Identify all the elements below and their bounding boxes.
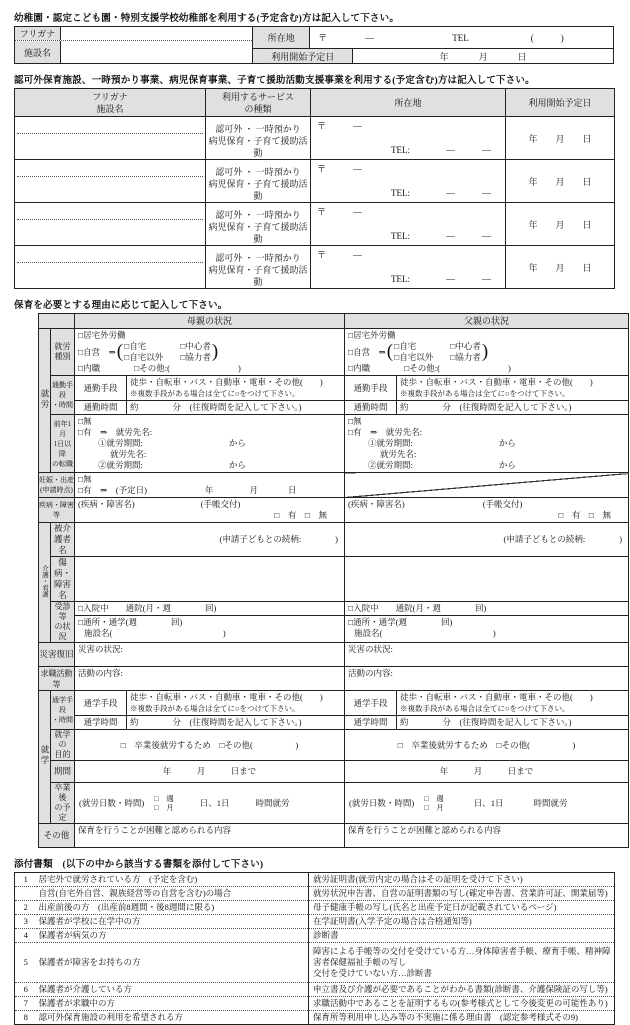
attachments-title: 添付書類 (以下の中から該当する書類を添付して下さい) <box>14 860 264 870</box>
address-cell: 〒 ― TEL: ― ― <box>311 246 506 289</box>
row-number: 1 <box>23 874 28 884</box>
postal-dash: ― <box>365 32 375 43</box>
school-time-father: 約 分 (往復時間を記入して下さい。) <box>397 716 629 730</box>
furigana-label: フリガナ <box>15 27 61 40</box>
school-purpose-father: □ 卒業後就労するため □その他( ) <box>345 730 629 761</box>
school-period-label: 期間 <box>51 761 75 783</box>
job-change-label: 前年1月 1日以降 の転職 <box>51 415 75 473</box>
visit-hospital-mother: □入院中 通院(月・週 回) <box>75 602 345 616</box>
commute-mode-father: 徒歩・自転車・バス・自動車・電車・その他( ) ※複数手段がある場合は全てに○をつけて下さい。 <box>397 376 629 401</box>
row-document: 就労状況申告書、自営の証明書類の写し(確定申告書、営業許可証、開業届等) <box>309 887 615 901</box>
row-number: 2 <box>15 901 37 915</box>
visit-facility-mother: □通所・通学(週 回) 施設名( ) <box>75 616 345 643</box>
col-header-start: 利用開始予定日 <box>506 89 615 117</box>
row-document: 保育所等利用申し込み等の不実施に係る理由書 (認定参考様式その9) <box>309 1011 615 1025</box>
school-time-label-mother: 通学時間 <box>75 716 127 730</box>
pregnancy-father-crossed <box>345 473 629 498</box>
pregnancy-label: 妊娠・出産 (申請時点) <box>39 473 75 498</box>
postal-mark: 〒 <box>318 33 328 43</box>
row-number <box>15 887 37 901</box>
other-father: 保育を行うことが困難と認められる内容 <box>345 824 629 848</box>
disaster-father: 災害の状況: <box>345 643 629 667</box>
start-date-cell: 年 月 日 <box>506 117 615 160</box>
start-date-cell: 年 月 日 <box>506 246 615 289</box>
commute-label: 通勤手段 ・時間 <box>51 376 75 415</box>
graduation-label: 卒業後 の予定 <box>51 783 75 824</box>
col-header-service: 利用するサービス の種類 <box>206 89 311 117</box>
col-header-facility: フリガナ 施設名 <box>15 89 206 117</box>
row-number: 4 <box>15 929 37 943</box>
unlicensed-table <box>14 88 615 289</box>
commute-mode-mother: 徒歩・自転車・バス・自動車・電車・その他( ) ※複数手段がある場合は全てに○をつけて下さい。 <box>127 376 345 401</box>
jobhunt-mother: 活動の内容: <box>75 667 345 691</box>
facility-name-cell <box>15 160 206 203</box>
service-type-cell: 認可外 ・ 一時預かり 病児保育・子育て援助活動 <box>206 203 311 246</box>
row-condition: 保護者が介護している方 <box>37 983 309 997</box>
graduation-father: (就労日数・時間) □ 週 □ 月 日、1日 時間就労 <box>345 783 629 824</box>
row-condition: 自営(自宅外自営、親族経営等の自営を含む)の場合 <box>37 887 309 901</box>
cared-person-label: 被介護者名 <box>51 523 75 557</box>
start-date-cell: 年 月 日 <box>506 160 615 203</box>
row-condition: 出産前後の方 (出産前8週間・後8週間に限る) <box>37 901 309 915</box>
work-type-mother: □居宅外労働 □自営 ⇒ ( □自宅 □中心者 □自宅以外 □協力者 ) □内職 □その他:( ) <box>75 329 345 376</box>
school-mode-label-mother: 通学手段 <box>75 691 127 716</box>
illness-mother: (疾病・障害名) (手帳交付) □ 有 □ 無 <box>75 498 345 523</box>
kindergarten-table <box>14 26 614 64</box>
row-document: 在学証明書(入学予定の場合は合格通知等) <box>309 915 615 929</box>
row-number: 7 <box>15 997 37 1011</box>
illness-father: (疾病・障害名) (手帳交付) □ 有 □ 無 <box>345 498 629 523</box>
start-date-cell: 年 月 日 <box>506 203 615 246</box>
cared-person-mother: (申請子どもとの続柄: ) <box>75 523 345 557</box>
service-type-cell: 認可外 ・ 一時預かり 病児保育・子育て援助活動 <box>206 246 311 289</box>
reason-section-title: 保育を必要とする理由に応じて記入して下さい。 <box>14 301 228 311</box>
commute-time-label-mother: 通勤時間 <box>75 401 127 415</box>
attachment-row <box>15 943 615 983</box>
row-condition: 居宅外で就労されている方 (予定を含む) <box>38 874 198 884</box>
facility-name-input-area <box>61 41 252 63</box>
address-cell: 〒 ― TEL: ― ― <box>311 160 506 203</box>
service-type-cell: 認可外 ・ 一時預かり 病児保育・子育て援助活動 <box>206 117 311 160</box>
visit-facility-father: □通所・通学(週 回) 施設名( ) <box>345 616 629 643</box>
facility-name-cell <box>15 246 206 289</box>
school-period-mother: 年 月 日まで <box>75 761 345 783</box>
care-sickness-father <box>345 557 629 602</box>
school-mode-label-father: 通学手段 <box>345 691 397 716</box>
row-condition: 保護者が障害をお持ちの方 <box>37 943 309 983</box>
start-date-label: 利用開始予定日 <box>253 49 353 63</box>
attachments-table <box>14 872 615 1025</box>
row-condition: 保護者が学校に在学中の方 <box>37 915 309 929</box>
commute-mode-label-mother: 通勤手段 <box>75 376 127 401</box>
facility-row <box>15 203 615 246</box>
commute-time-father: 約 分 (往復時間を記入して下さい。) <box>397 401 629 415</box>
row-condition: 保護者が病気の方 <box>37 929 309 943</box>
school-purpose-mother: □ 卒業後就労するため □その他( ) <box>75 730 345 761</box>
tel-paren: ( ) <box>530 33 564 43</box>
facility-name-cell <box>15 117 206 160</box>
facility-name-cell <box>15 203 206 246</box>
row-document-line2: 交付を受けていない方…診断書 <box>313 968 433 978</box>
jobhunt-label: 求職活動等 <box>40 668 73 689</box>
graduation-mother: (就労日数・時間) □ 週 □ 月 日、1日 時間就労 <box>75 783 345 824</box>
furigana-input-area <box>61 27 252 40</box>
facility-row <box>15 246 615 289</box>
row-document <box>309 943 615 983</box>
row-number: 3 <box>15 915 37 929</box>
row-document-line1: 障害による手帳等の交付を受けている方…身体障害者手帳、療育手帳、精神障害者保健福祉手帳の写し <box>313 946 611 967</box>
address-cell: 〒 ― TEL: ― ― <box>311 203 506 246</box>
attachment-row <box>15 1011 615 1025</box>
visit-status-label: 受診等 の状況 <box>51 602 75 643</box>
mother-header: 母親の状況 <box>75 314 345 329</box>
group-label-school: 就学 <box>39 691 51 824</box>
row-number: 8 <box>15 1011 37 1025</box>
corner-cell <box>39 314 75 329</box>
disaster-mother: 災害の状況: <box>75 643 345 667</box>
father-header: 父親の状況 <box>345 314 629 329</box>
attachment-row <box>15 983 615 997</box>
row-condition: 認可外保育施設の利用を希望される方 <box>37 1011 309 1025</box>
jobhunt-father: 活動の内容: <box>345 667 629 691</box>
commute-mode-label-father: 通勤手段 <box>345 376 397 401</box>
row-document: 求職活動中であることを証明するもの(参考様式として今後変更の可能性あり) <box>309 997 615 1011</box>
row-document: 母子健康手帳の写し(氏名と出産予定日が記載されているページ) <box>309 901 615 915</box>
address-value-area <box>310 27 613 48</box>
row-condition: 保護者が求職中の方 <box>37 997 309 1011</box>
job-change-father: □無 □有 ⇒ 就労先名: ①就労期間: から 就労先名: ②就労期間: から <box>345 415 629 473</box>
disaster-label: 災害復旧 <box>39 643 75 667</box>
care-sickness-mother <box>75 557 345 602</box>
facility-row <box>15 160 615 203</box>
illness-label: 疾病・障害 等 <box>39 498 75 523</box>
address-cell: 〒 ― TEL: ― ― <box>311 117 506 160</box>
school-commute-label: 通学手段 ・時間 <box>51 691 75 730</box>
attachment-row <box>15 887 615 901</box>
facility-name-block <box>15 27 253 63</box>
attachment-row <box>15 997 615 1011</box>
tel-label: TEL <box>452 32 469 43</box>
row-document: 申立書及び介護が必要であることがわかる書類(診断書、介護保険証の写し等) <box>309 983 615 997</box>
school-purpose-label: 就学の 目的 <box>51 730 75 761</box>
care-sickness-label: 傷病・障害名 <box>51 557 75 602</box>
other-mother: 保育を行うことが困難と認められる内容 <box>75 824 345 848</box>
school-time-mother: 約 分 (往復時間を記入して下さい。) <box>127 716 345 730</box>
attachment-row <box>15 915 615 929</box>
pregnancy-mother: □無 □有 ⇒ (予定日) 年 月 日 <box>75 473 345 498</box>
school-mode-father: 徒歩・自転車・バス・自動車・電車・その他( ) ※複数手段がある場合は全てに○をつけて下さい。 <box>397 691 629 716</box>
group-label-work: 就労 <box>39 329 51 473</box>
commute-time-mother: 約 分 (往復時間を記入して下さい。) <box>127 401 345 415</box>
year-label: 年 <box>439 51 449 62</box>
school-time-label-father: 通学時間 <box>345 716 397 730</box>
job-change-mother: □無 □有 ⇒ 就労先名: ①就労期間: から 就労先名: ②就労期間: から <box>75 415 345 473</box>
group-label-care: 介護・看護 <box>39 523 51 643</box>
day-label: 日 <box>517 51 527 62</box>
col-header-address: 所在地 <box>311 89 506 117</box>
start-date-value-area <box>353 49 613 63</box>
work-type-father: □居宅外労働 □自営 ⇒ ( □自宅 □中心者 □自宅以外 □協力者 ) □内職 □その他:( ) <box>345 329 629 376</box>
commute-time-label-father: 通勤時間 <box>345 401 397 415</box>
attachment-row <box>15 929 615 943</box>
row-document: 就労証明書(就労内定の場合はその証明を受けて下さい) <box>309 873 615 887</box>
work-type-label: 就労 種別 <box>51 329 75 376</box>
other-label: その他 <box>39 824 75 848</box>
cared-person-father: (申請子どもとの続柄: ) <box>345 523 629 557</box>
service-type-cell: 認可外 ・ 一時預かり 病児保育・子育て援助活動 <box>206 160 311 203</box>
reason-table <box>38 313 629 848</box>
row-document: 診断書 <box>309 929 615 943</box>
row-number: 6 <box>15 983 37 997</box>
facility-name-label: 施設名 <box>15 41 61 63</box>
attachment-row <box>15 873 615 887</box>
facility-row <box>15 117 615 160</box>
school-mode-mother: 徒歩・自転車・バス・自動車・電車・その他( ) ※複数手段がある場合は全てに○をつけて下さい。 <box>127 691 345 716</box>
address-label: 所在地 <box>253 27 310 48</box>
month-label: 月 <box>478 51 488 62</box>
unlicensed-section-title: 認可外保育施設、一時預かり事業、病児保育事業、子育て援助活動支援事業を利用する(予定含む)方は記入して下さい。 <box>14 76 535 86</box>
school-period-father: 年 月 日まで <box>345 761 629 783</box>
visit-hospital-father: □入院中 通院(月・週 回) <box>345 602 629 616</box>
kindergarten-section-title: 幼稚園・認定こども園・特別支援学校幼稚部を利用する(予定含む)方は記入して下さい。 <box>14 14 400 24</box>
row-number: 5 <box>15 943 37 983</box>
